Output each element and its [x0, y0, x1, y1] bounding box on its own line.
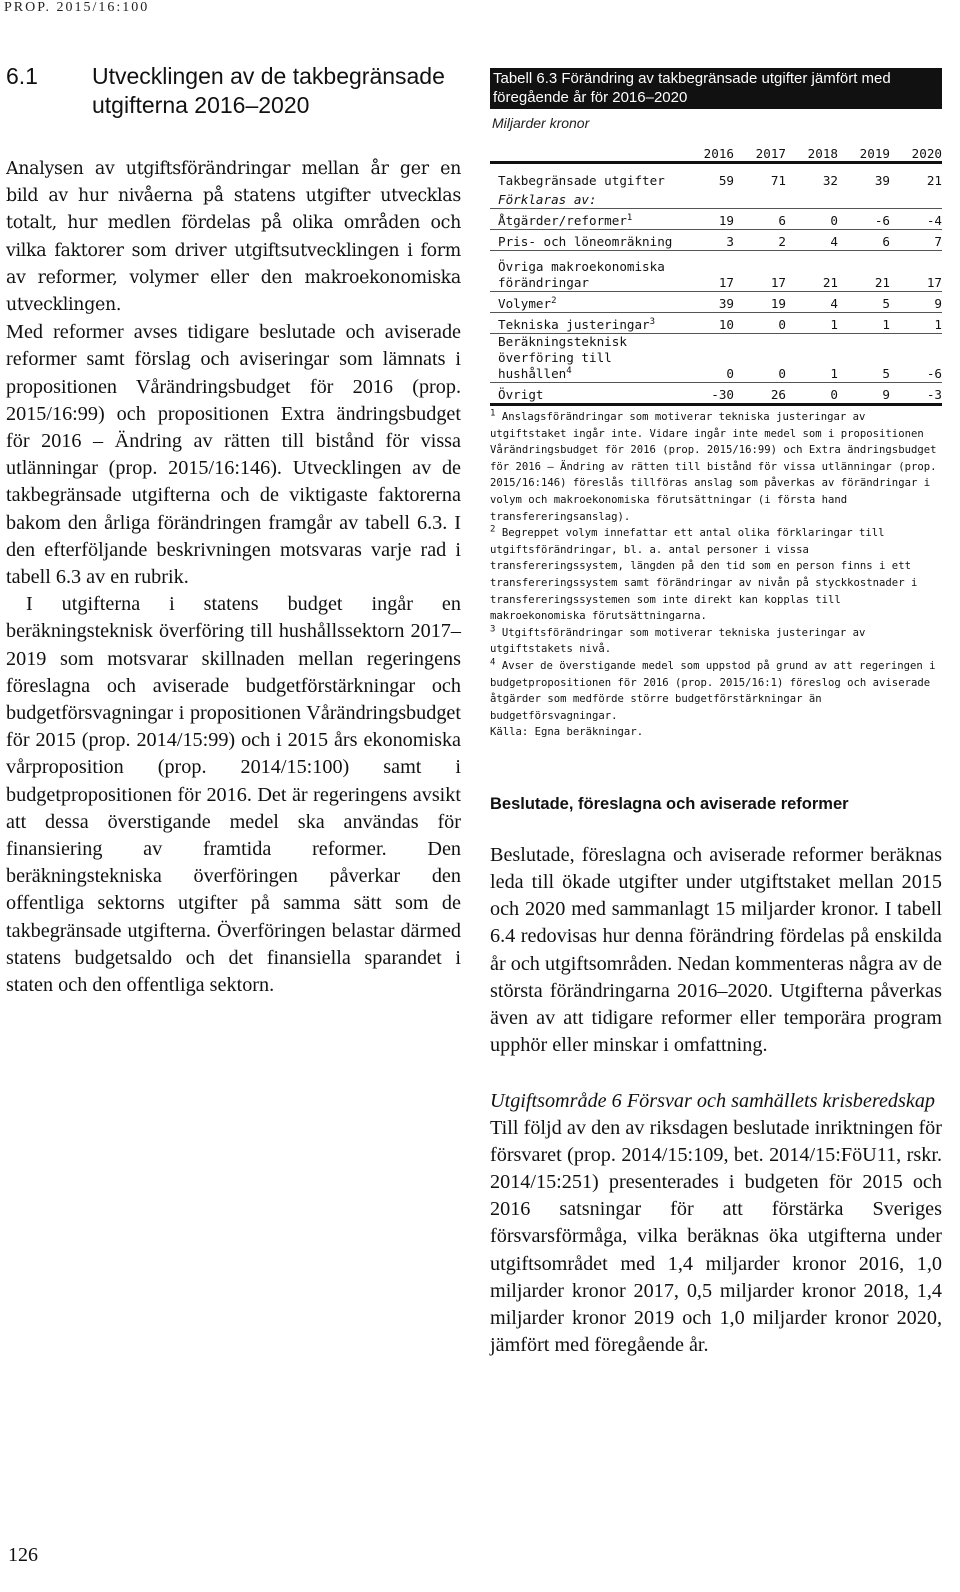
section-heading: [6, 62, 461, 120]
value-cell: -6: [838, 209, 890, 230]
table-row: [490, 334, 942, 383]
row-label: [490, 163, 682, 189]
value-cell: 32: [822, 173, 838, 188]
value-cell: 21: [838, 251, 890, 292]
row-label-text: Pris- och löneomräkning: [498, 234, 673, 249]
table-header-row: [490, 139, 942, 163]
table-note: [490, 525, 942, 625]
value-cell: [838, 188, 890, 209]
table-title: Tabell 6.3 Förändring av takbegränsade utgifter jämfört med föregående år för 2016–2020: [490, 68, 942, 109]
value-cell: 0: [734, 334, 786, 383]
value-cell: -4: [890, 209, 942, 230]
data-table: [490, 139, 942, 406]
value-cell: 6: [838, 230, 890, 251]
running-head: PROP. 2015/16:100: [4, 0, 150, 15]
table-row: [490, 313, 942, 334]
table-note: [490, 724, 942, 741]
value-cell: 5: [838, 292, 890, 313]
section-number: 6.1: [6, 63, 38, 89]
note-text: Källa: Egna beräkningar.: [490, 726, 644, 739]
section-title: Utvecklingen av de takbegränsade utgifterna 2016–2020: [92, 63, 445, 118]
defence-paragraph: Till följd av den av riksdagen beslutade inriktningen för försvaret (prop. 2014/15:109, bet. 2014/15:FöU11, rskr. 2014/15:251) presenterades i budgeten för 2015 och 2016 satsningar för att förstärka Sveriges försvarsförmåga, vilka beräknas öka utgifterna under utgiftsområdet med 1,4 miljarder kronor 2016, 1,0 miljarder kronor 2017, 0,5 miljarder kronor 2018, 1,4 miljarder kronor 2019 och 1,0 miljarder kronor 2020, jämfört med föregående år.: [490, 1116, 942, 1357]
row-label: [490, 251, 682, 292]
table-row: [490, 251, 942, 292]
footnote-marker: 4: [566, 365, 572, 376]
value-cell: 4: [786, 292, 838, 313]
year-header: 2017: [734, 139, 786, 163]
value-cell: 19: [734, 292, 786, 313]
value-cell: 7: [890, 230, 942, 251]
row-label-text: Volymer: [498, 296, 552, 311]
note-text: Anslagsförändringar som motiverar tekniska justeringar av utgiftstaket ingår inte. Vidare ingår inte medel som i propositionen Vårändringsbudget för 2016 (prop. 2015/16:99) och Extra ändringsbudget för 2016 – Ändring av rätten till bistånd för vissa utlänningar (prop. 2015/16:146) föreslås tillföras anslag som påverkas av förändringar i volym och makroekonomiska förutsättningar (i första hand transfereringsanslag).: [490, 411, 937, 523]
row-label: [490, 334, 682, 383]
table-note: [490, 625, 942, 658]
row-label: [490, 383, 682, 405]
note-text: Utgiftsförändringar som motiverar tekniska justeringar av utgiftstakets nivå.: [490, 626, 866, 656]
table-unit: Miljarder kronor: [492, 115, 590, 131]
table-row: [490, 292, 942, 313]
value-cell: 59: [718, 173, 734, 188]
value-cell: 0: [734, 313, 786, 334]
table-row: [490, 383, 942, 405]
value-cell: 0: [786, 209, 838, 230]
value-cell: 39: [874, 173, 890, 188]
left-column: [6, 62, 461, 999]
note-marker: 2: [490, 524, 496, 535]
year-header: 2016: [682, 139, 734, 163]
value-cell: 4: [786, 230, 838, 251]
value-cell: [734, 188, 786, 209]
row-label-text: Beräkningsteknisk överföring till hushållen: [498, 334, 627, 381]
value-cell: [890, 188, 942, 209]
note-marker: 4: [490, 657, 496, 668]
row-label-text: Tekniska justeringar: [498, 317, 650, 332]
row-label-text: Åtgärder/reformer: [498, 213, 627, 228]
table-row: [490, 163, 942, 189]
table-row: [490, 230, 942, 251]
table-note: [490, 409, 942, 525]
row-label: [490, 313, 682, 334]
value-cell: 1: [838, 313, 890, 334]
value-cell: 17: [682, 251, 734, 292]
value-cell: 0: [682, 334, 734, 383]
table-row: [490, 188, 942, 209]
value-cell: 1: [786, 334, 838, 383]
row-label-text: Övrigt: [498, 387, 544, 402]
row-label: [490, 292, 682, 313]
value-cell: 0: [786, 383, 838, 405]
reforms-heading: Beslutade, föreslagna och aviserade reformer: [490, 794, 849, 813]
value-cell: 71: [770, 173, 786, 188]
year-header: 2020: [890, 139, 942, 163]
value-cell: 1: [786, 313, 838, 334]
value-cell: 39: [682, 292, 734, 313]
page-number: 126: [8, 1544, 38, 1566]
year-header: 2019: [838, 139, 890, 163]
table-notes: [490, 409, 942, 741]
value-cell: 6: [734, 209, 786, 230]
expenditure-area-heading: Utgiftsområde 6 Försvar och samhällets krisberedskap: [490, 1089, 936, 1112]
value-cell: 2: [734, 230, 786, 251]
value-cell: 21: [926, 173, 942, 188]
header-cell: [490, 139, 682, 163]
row-label-text: Övriga makroekonomiska förändringar: [498, 259, 665, 290]
value-cell: 21: [786, 251, 838, 292]
row-label-text: Förklaras av:: [498, 192, 597, 207]
row-label: [490, 209, 682, 230]
value-cell: [682, 188, 734, 209]
value-cell: -6: [890, 334, 942, 383]
value-cell: 17: [890, 251, 942, 292]
note-marker: 3: [490, 624, 496, 635]
value-cell: 3: [682, 230, 734, 251]
value-cell: 17: [734, 251, 786, 292]
reforms-paragraph: Beslutade, föreslagna och aviserade reformer beräknas leda till ökade utgifter under utgiftstaket mellan 2015 och 2020 med sammanlagt 15 miljarder kronor. I tabell 6.4 redovisas hur denna förändring fördelas på enskilda år och utgiftsområden. Nedan kommenteras några av de största förändringarna 2016–2020. Utgifterna påverkas även av att tidigare reformer eller temporära program upphör eller minskar i omfattning.: [490, 843, 942, 1057]
footnote-marker: 1: [626, 212, 633, 223]
year-header: 2018: [786, 139, 838, 163]
value-cell: -3: [890, 383, 942, 405]
note-marker: 1: [490, 408, 496, 419]
note-text: Avser de överstigande medel som uppstod på grund av att regeringen i budgetpropositionen för 2016 (prop. 2015/16:1) föreslog och aviserade åtgärder som medförde större budgetförstärkningar än budgetförsvagningar.: [490, 659, 936, 722]
value-cell: 26: [734, 383, 786, 405]
value-cell: 10: [682, 313, 734, 334]
intro-paragraph: Analysen av utgiftsförändringar mellan år ger en bild av hur nivåerna på statens utgifter utvecklas totalt, hur medlen fördelas på olika områden och vilka faktorer som driver utgiftsutvecklingen i form av reformer, volymer eller den makroekonomiska utvecklingen.: [6, 159, 461, 316]
value-cell: -30: [682, 383, 734, 405]
right-column: [490, 68, 942, 1359]
body-paragraph-2: I utgifterna i statens budget ingår en beräkningsteknisk överföring till hushållssektorn 2017–2019 som motsvarar skillnaden mellan regeringens föreslagna och aviserade budgetförstärkningar och budgetförsvagningar i propositionen Vårändringsbudget för 2015 (prop. 2014/15:99) och i 2015 års ekonomiska vårproposition (prop. 2014/15:100) samt i budgetpropositionen för 2016. Det är regeringens avsikt att dessa överstigande medel ska användas för finansiering av framtida reformer. Den beräkningstekniska överföringen påverkar den offentliga sektorns utgifter på samma sätt som de takbegränsade utgifterna. Överföringen belastar därmed statens budgetsaldo och det finansiella sparandet i staten och den offentliga sektorn.: [6, 593, 461, 997]
footnote-marker: 2: [551, 295, 557, 306]
value-cell: 9: [890, 292, 942, 313]
value-cell: 5: [838, 334, 890, 383]
value-cell: 19: [682, 209, 734, 230]
table-note: [490, 658, 942, 724]
body-paragraph-1: Med reformer avses tidigare beslutade och aviserade reformer samt förslag och aviseringar som lämnats i propositionen Vårändringsbudget för 2016 (prop. 2015/16:99) och propositionen Extra ändringsbudget för 2016 – Ändring av rätten till bistånd för vissa utlänningar (prop. 2015/16:146). Utvecklingen av de takbegränsade utgifterna och de viktigaste faktorerna bakom den årliga förändringen framgår av tabell 6.3. I den efterföljande beskrivningen motsvaras varje rad i tabell 6.3 av en rubrik.: [6, 321, 461, 589]
row-label: [490, 188, 682, 209]
note-text: Begreppet volym innefattar ett antal olika förklaringar till utgiftsförändringar, bl. a. antal personer i vissa transfereringssystem, längden på den tid som en person finns i ett transfereringssystem samt förändringar av nivån på styckkostnader i transfereringssystemen som inte direkt kan kopplas till makroekonomiska förutsättningarna.: [490, 527, 918, 623]
value-cell: 9: [838, 383, 890, 405]
row-label: [490, 230, 682, 251]
footnote-marker: 3: [649, 316, 656, 327]
table-row: [490, 209, 942, 230]
value-cell: [786, 188, 838, 209]
row-label-text: Takbegränsade utgifter: [498, 173, 665, 188]
value-cell: 1: [890, 313, 942, 334]
